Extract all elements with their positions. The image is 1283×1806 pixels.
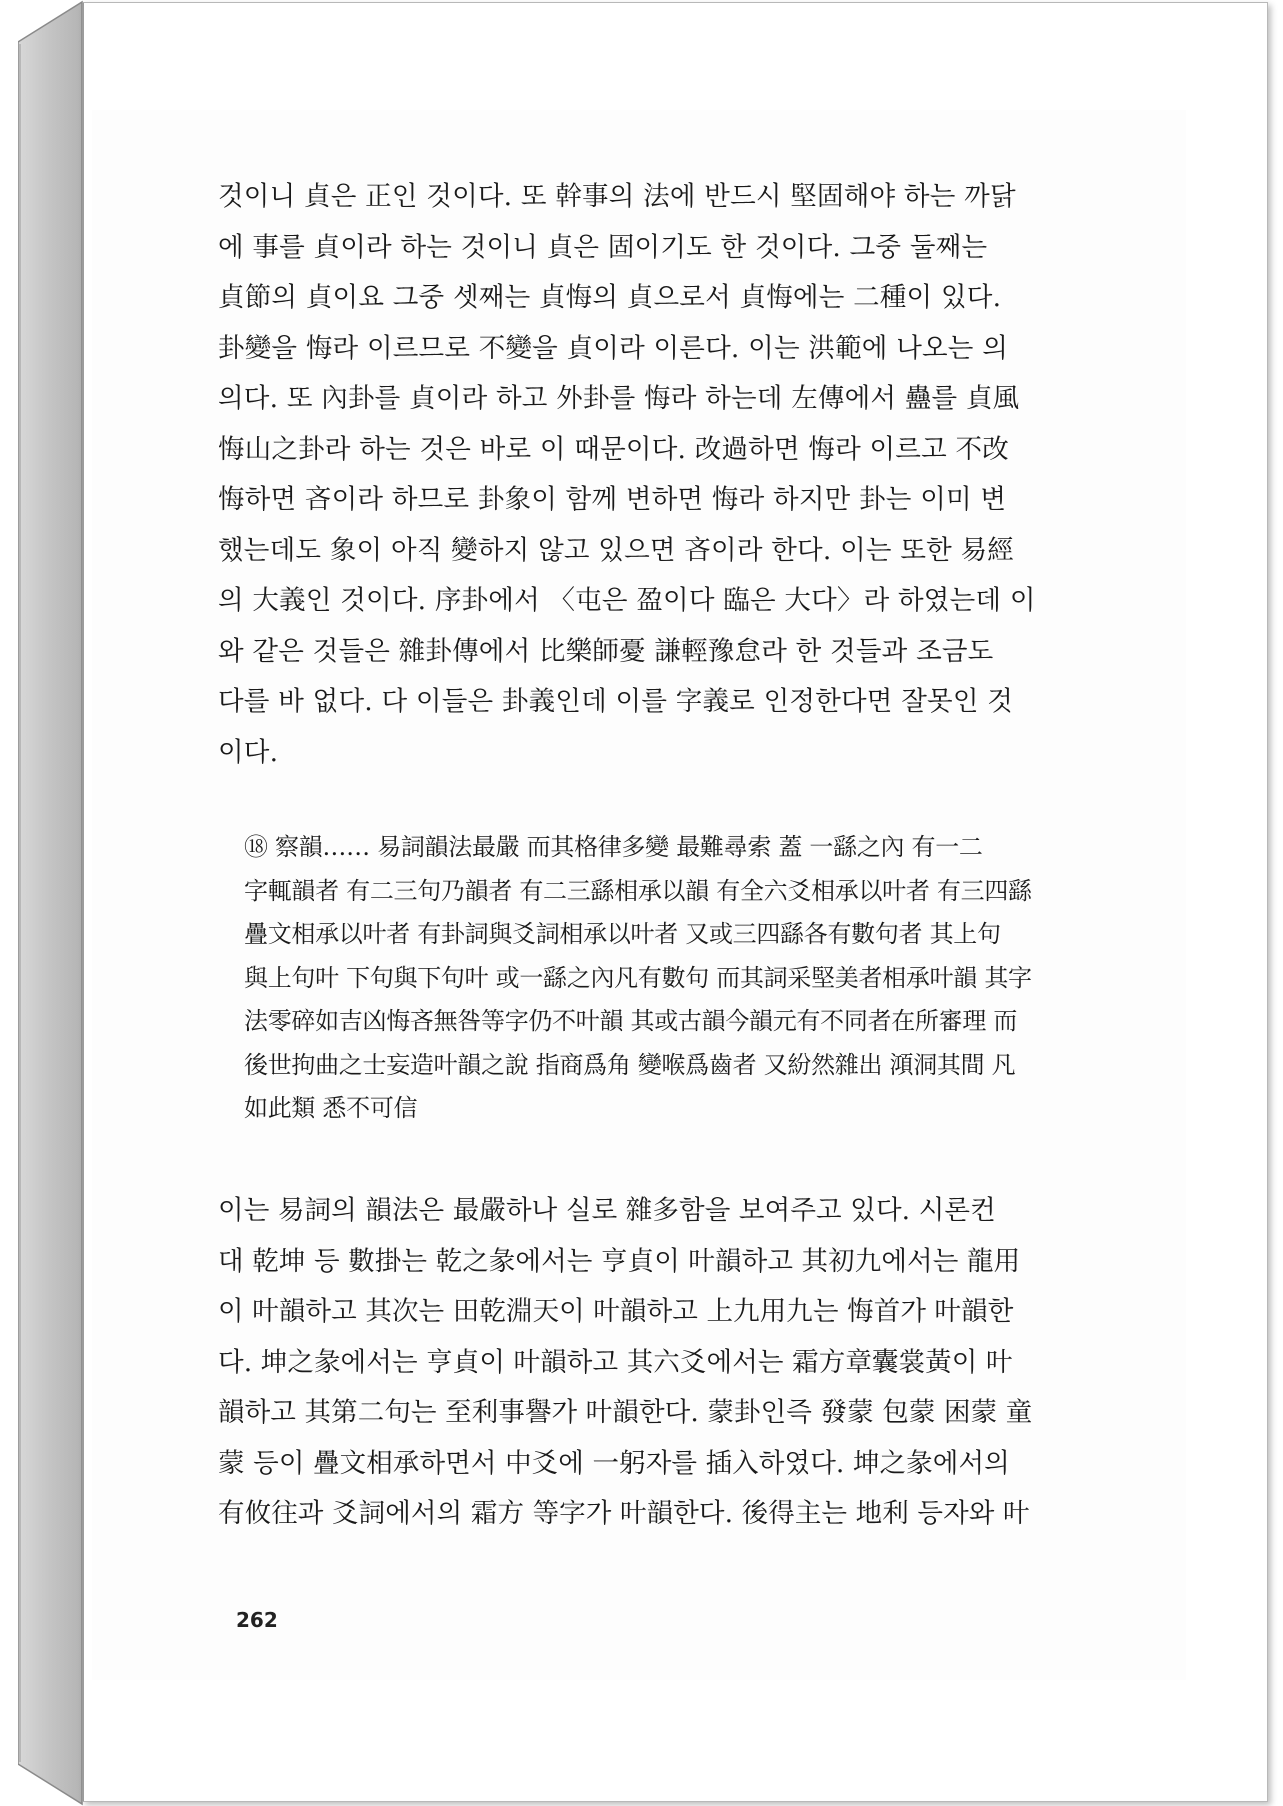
text-line: 다. 坤之彖에서는 亨貞이 叶韻하고 其六爻에서는 霜方章囊裳黃이 叶 [218,1346,1013,1378]
text-line: 이 叶韻하고 其次는 田乾淵天이 叶韻하고 上九用九는 悔首가 叶韻한 [218,1296,1014,1327]
commentary-paragraph [218,1186,1130,1540]
text-line: 의 大義인 것이다. 序卦에서 〈屯은 盈이다 臨은 大다〉라 하였는데 이 [218,585,1036,616]
quote-line: 字輒韻者 有二三句乃韻者 有二三繇相承以韻 有全六爻相承以叶者 有三四繇 [244,876,1032,905]
text-line: 와 같은 것들은 雜卦傳에서 比樂師憂 謙輕豫怠라 한 것들과 조금도 [218,635,994,667]
text-line: 했는데도 象이 아직 變하지 않고 있으면 吝이라 한다. 이는 또한 易經 [218,534,1014,566]
quote-line: 後世拘曲之士妄造叶韻之說 指商爲角 變喉爲齒者 又紛然雜出 澒洞其間 凡 [244,1050,1016,1079]
text-line: 悔山之卦라 하는 것은 바로 이 때문이다. 改過하면 悔라 이르고 不改 [218,433,1009,465]
text-line: 대 乾坤 등 數掛는 乾之彖에서는 亨貞이 叶韻하고 其初九에서는 龍用 [218,1245,1021,1277]
text-line: 이다. [218,736,279,768]
quote-line: 與上句叶 下句與下句叶 或一繇之內凡有數句 而其詞采堅美者相承叶韻 其字 [244,963,1032,992]
text-line: 의다. 또 內卦를 貞이라 하고 外卦를 悔라 하는데 左傳에서 蠱를 貞風 [218,383,1020,414]
text-line: 다를 바 없다. 다 이들은 卦義인데 이를 字義로 인정한다면 잘못인 것 [218,686,1014,717]
quote-line: 疊文相承以叶者 有卦詞與爻詞相承以叶者 又或三四繇各有數句者 其上句 [244,920,1001,948]
text-line: 이는 易詞의 韻法은 最嚴하나 실로 雜多함을 보여주고 있다. 시론컨 [218,1195,996,1226]
text-line: 有攸往과 爻詞에서의 霜方 等字가 叶韻한다. 後得主는 地利 등자와 叶 [218,1498,1030,1529]
page-number: 262 [236,1608,278,1632]
text-line: 에 事를 貞이라 하는 것이니 貞은 固이기도 한 것이다. 그중 둘째는 [218,231,988,263]
text-line: 卦變을 悔라 이르므로 不變을 貞이라 이른다. 이는 洪範에 나오는 의 [218,332,1009,364]
text-line: 悔하면 吝이라 하므로 卦象이 함께 변하면 悔라 하지만 卦는 이미 변 [218,484,1007,515]
book-spine [18,0,84,1806]
quote-line: 法零碎如吉凶悔吝無咎等字仍不叶韻 其或古韻今韻元有不同者在所審理 而 [244,1007,1018,1035]
main-paragraph [218,172,1130,778]
quote-line: ⑱ 察韻…… 易詞韻法最嚴 而其格律多變 最難尋索 蓋 一繇之內 有一二 [244,833,983,861]
quote-line: 如此類 悉不可信 [244,1094,418,1122]
text-line: 貞節의 貞이요 그중 셋째는 貞悔의 貞으로서 貞悔에는 二種이 있다. [218,282,1002,313]
text-line: 것이니 貞은 正인 것이다. 또 幹事의 法에 반드시 堅固해야 하는 까닭 [218,181,1016,212]
quotation-block [244,826,1128,1131]
text-line: 韻하고 其第二句는 至利事譽가 叶韻한다. 蒙卦인즉 發蒙 包蒙 困蒙 童 [218,1397,1033,1428]
text-line: 蒙 등이 疊文相承하면서 中爻에 一躬자를 插入하였다. 坤之彖에서의 [218,1447,1010,1479]
book-spine-shape [18,0,84,1806]
